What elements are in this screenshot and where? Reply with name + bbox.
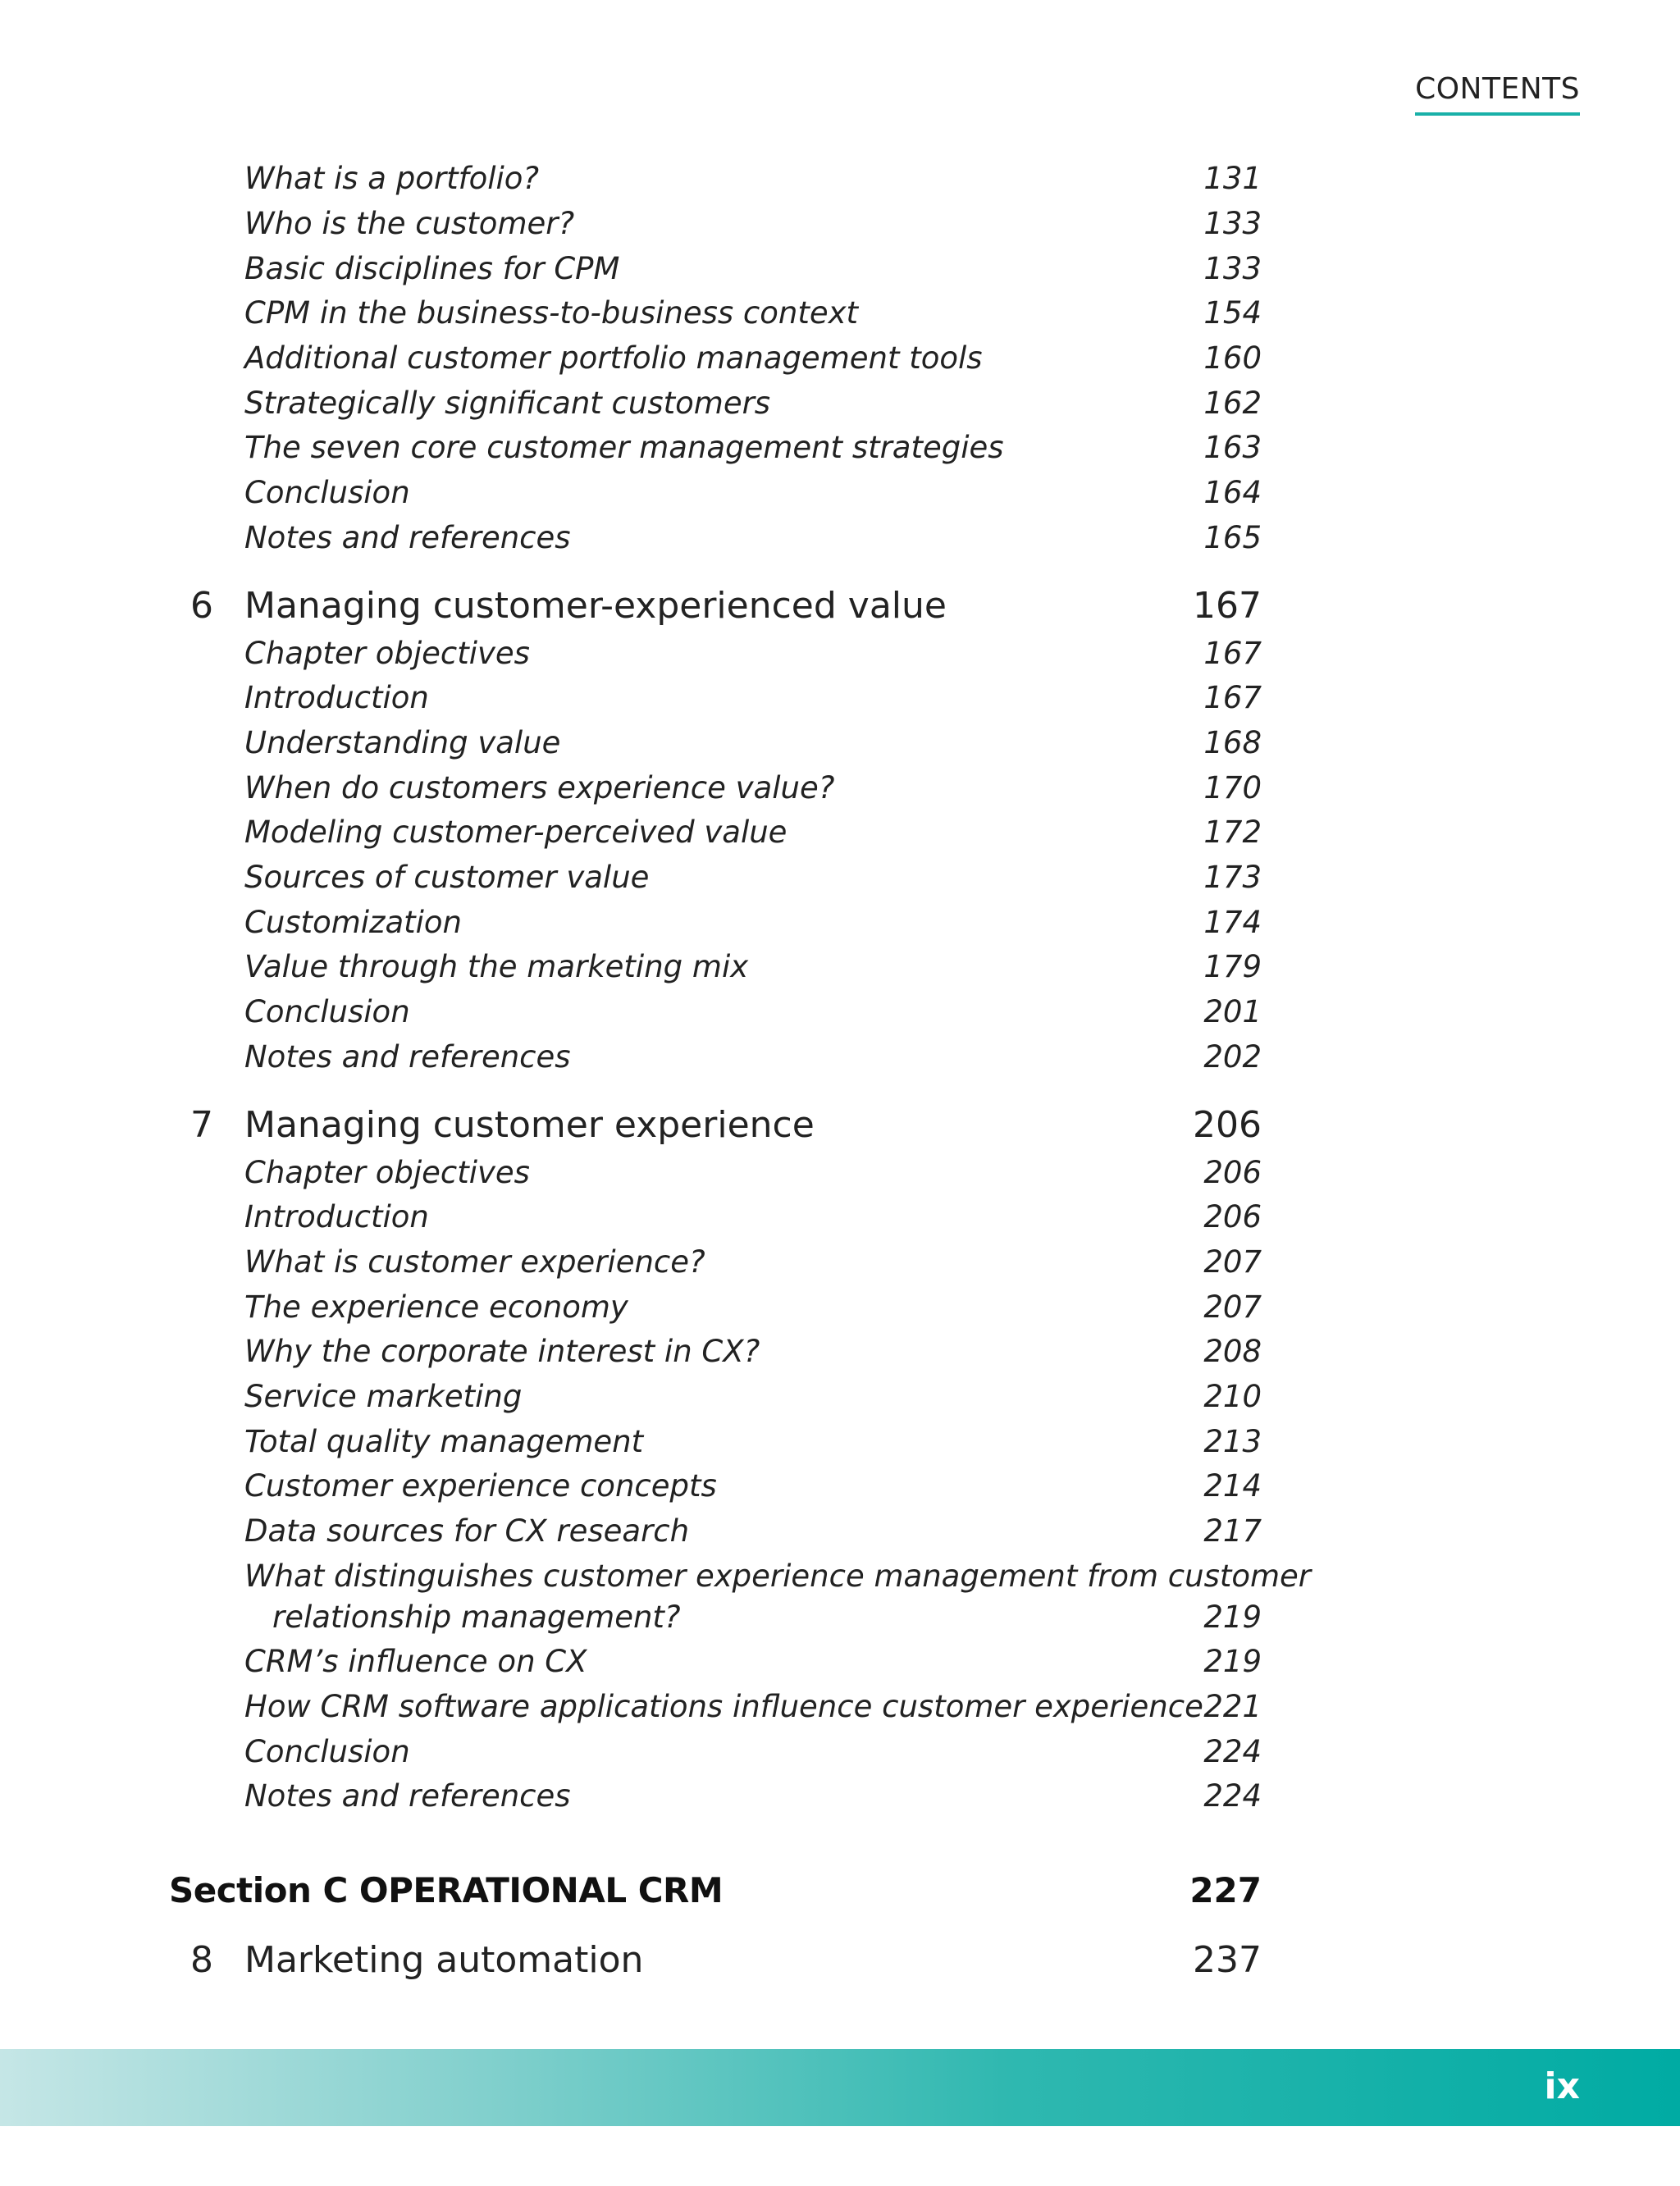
toc-entry[interactable]: When do customers experience value?: [244, 770, 835, 805]
toc-entry[interactable]: What is customer experience?: [244, 1244, 705, 1280]
toc-entry[interactable]: Notes and references: [244, 1778, 571, 1814]
section-page: 227: [1189, 1870, 1262, 1910]
toc-entry-page: 164: [1203, 475, 1262, 510]
toc-entry-page: 221: [1203, 1689, 1262, 1724]
toc-entry[interactable]: CRM’s influence on CX: [244, 1644, 587, 1679]
toc-entry-page: 214: [1203, 1468, 1262, 1504]
toc-entry[interactable]: Introduction: [244, 680, 429, 715]
toc-entry-page: 207: [1203, 1244, 1262, 1280]
chapter-number: 7: [190, 1104, 213, 1146]
toc-entry[interactable]: Understanding value: [244, 725, 561, 760]
toc-entry[interactable]: The experience economy: [244, 1289, 628, 1325]
running-head: CONTENTS: [1415, 72, 1580, 116]
toc-entry[interactable]: Conclusion: [244, 475, 410, 510]
toc-entry[interactable]: What distinguishes customer experience management from customer: [244, 1558, 1312, 1594]
toc-entry-page: 172: [1203, 815, 1262, 850]
toc-entry-page: 160: [1203, 340, 1262, 376]
toc-entry[interactable]: Conclusion: [244, 1734, 410, 1769]
toc-entry-page: 131: [1203, 161, 1262, 196]
toc-entry-page: 202: [1203, 1039, 1262, 1075]
toc-entry-page: 133: [1203, 206, 1262, 241]
chapter-title[interactable]: Managing customer experience: [244, 1104, 815, 1146]
chapter-page: 237: [1193, 1939, 1262, 1981]
toc-entry-page: 201: [1203, 994, 1262, 1029]
toc-entry-page: 174: [1203, 905, 1262, 940]
toc-entry-page: 206: [1203, 1199, 1262, 1234]
toc-entry-page: 224: [1203, 1778, 1262, 1814]
toc-entry-page: 179: [1203, 949, 1262, 984]
toc-entry[interactable]: Basic disciplines for CPM: [244, 251, 620, 286]
toc-entry[interactable]: CPM in the business-to-business context: [244, 295, 859, 331]
toc-entry[interactable]: How CRM software applications influence customer experience: [244, 1689, 1203, 1724]
toc-entry-page: 154: [1203, 295, 1262, 331]
toc-entry[interactable]: Notes and references: [244, 520, 571, 555]
toc-entry-page: 173: [1203, 860, 1262, 895]
toc-entry[interactable]: Notes and references: [244, 1039, 571, 1075]
toc-entry-page: 224: [1203, 1734, 1262, 1769]
toc-entry-page: 208: [1203, 1334, 1262, 1369]
toc-entry-page: 219: [1203, 1600, 1262, 1635]
toc-entry-page: 167: [1203, 680, 1262, 715]
toc-entry[interactable]: Additional customer portfolio management tools: [244, 340, 983, 376]
toc-entry-page: 217: [1203, 1513, 1262, 1549]
toc-entry-page: 213: [1203, 1424, 1262, 1459]
toc-entry[interactable]: Value through the marketing mix: [244, 949, 749, 984]
page-number: ix: [1544, 2065, 1580, 2107]
toc-entry[interactable]: Modeling customer-perceived value: [244, 815, 788, 850]
toc-entry[interactable]: Strategically significant customers: [244, 386, 771, 421]
toc-entry[interactable]: Chapter objectives: [244, 636, 530, 671]
toc-entry-page: 206: [1203, 1155, 1262, 1190]
footer-band: [0, 2049, 1680, 2126]
toc-entry-page: 168: [1203, 725, 1262, 760]
toc-entry[interactable]: Customer experience concepts: [244, 1468, 717, 1504]
toc-entry[interactable]: Sources of customer value: [244, 860, 650, 895]
toc-entry-page: 163: [1203, 430, 1262, 465]
toc-entry-page: 162: [1203, 386, 1262, 421]
chapter-title[interactable]: Managing customer-experienced value: [244, 585, 947, 627]
toc-entry[interactable]: Total quality management: [244, 1424, 644, 1459]
chapter-number: 8: [190, 1939, 213, 1981]
chapter-page: 167: [1193, 585, 1262, 627]
toc-entry-page: 207: [1203, 1289, 1262, 1325]
toc-entry-page: 133: [1203, 251, 1262, 286]
section-title[interactable]: Section C OPERATIONAL CRM: [169, 1870, 724, 1910]
toc-entry-page: 219: [1203, 1644, 1262, 1679]
toc-entry[interactable]: Who is the customer?: [244, 206, 575, 241]
toc-entry[interactable]: Conclusion: [244, 994, 410, 1029]
chapter-number: 6: [190, 585, 213, 627]
toc-entry-page: 165: [1203, 520, 1262, 555]
toc-entry[interactable]: Service marketing: [244, 1379, 523, 1414]
toc-entry[interactable]: Introduction: [244, 1199, 429, 1234]
toc-entry[interactable]: Customization: [244, 905, 462, 940]
chapter-page: 206: [1193, 1104, 1262, 1146]
toc-entry[interactable]: Why the corporate interest in CX?: [244, 1334, 760, 1369]
toc-entry-page: 167: [1203, 636, 1262, 671]
toc-entry[interactable]: Data sources for CX research: [244, 1513, 690, 1549]
toc-entry-continuation[interactable]: relationship management?: [272, 1600, 681, 1635]
toc-entry[interactable]: What is a portfolio?: [244, 161, 540, 196]
chapter-title[interactable]: Marketing automation: [244, 1939, 644, 1981]
toc-entry-page: 210: [1203, 1379, 1262, 1414]
toc-entry[interactable]: The seven core customer management strategies: [244, 430, 1004, 465]
toc-entry[interactable]: Chapter objectives: [244, 1155, 530, 1190]
toc-entry-page: 170: [1203, 770, 1262, 805]
